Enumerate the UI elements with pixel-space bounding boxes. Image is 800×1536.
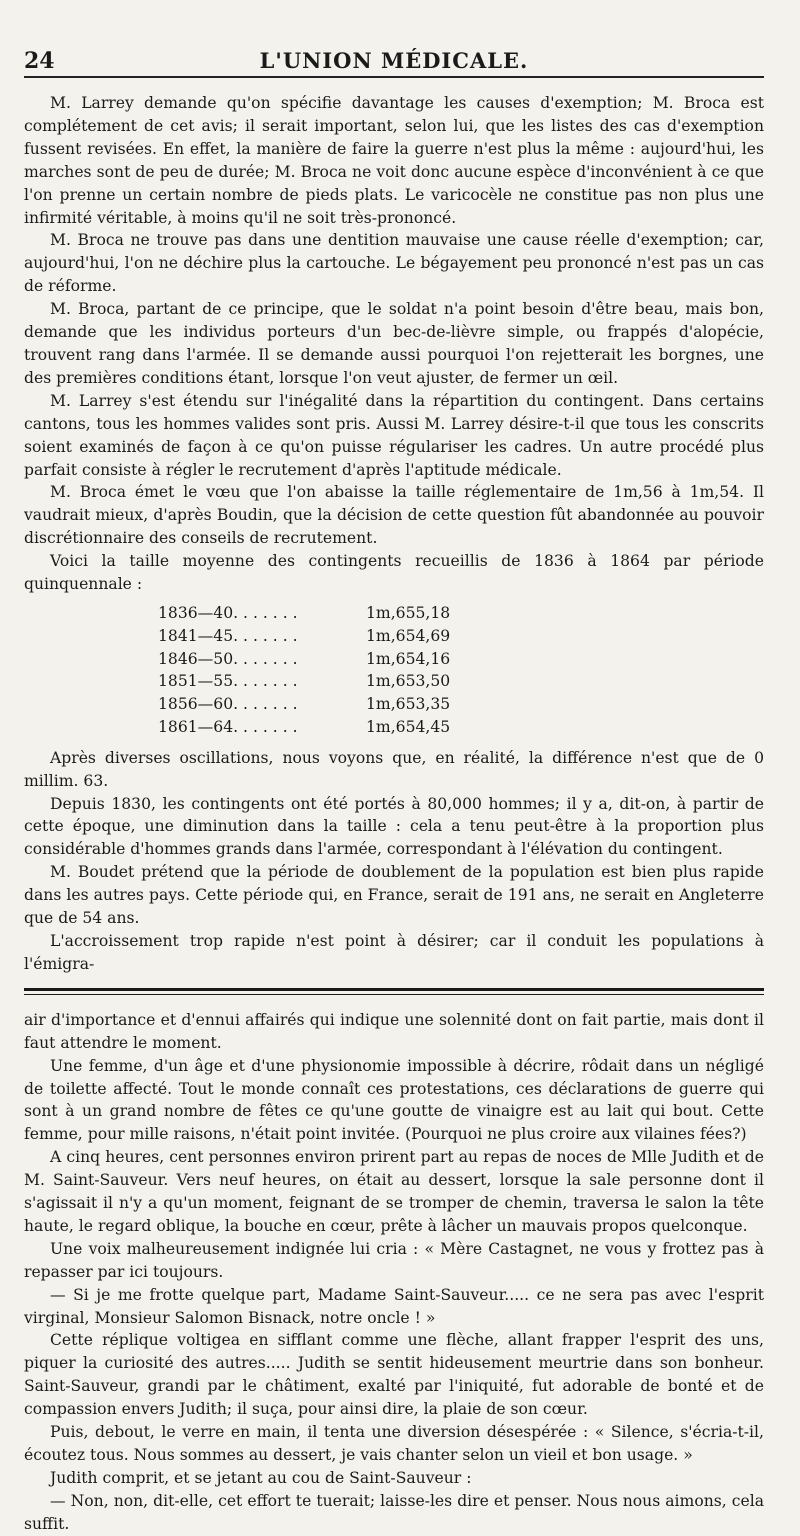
height-table-row bbox=[158, 693, 764, 716]
period-cell: 1836—40. . . . . . . bbox=[158, 603, 298, 622]
height-table-row bbox=[158, 625, 764, 648]
paragraph: M. Broca émet le vœu que l'on abaisse la taille réglementaire de 1m,56 à 1m,54. Il vaudrait mieux, d'après Boudin, que la décision de cette question fût abandonnée au pouvoir discrétionnaire des conseils de recrutement. bbox=[24, 483, 764, 548]
paragraph: M. Boudet prétend que la période de doublement de la population est bien plus rapide dans les autres pays. Cette période qui, en France, serait de 191 ans, ne serait en Angleterre que de 54 ans. bbox=[24, 863, 764, 928]
paragraph: A cinq heures, cent personnes environ prirent part au repas de noces de Mlle Judith et de M. Saint-Sauveur. Vers neuf heures, on était au dessert, lorsque la sale personne dont il s'agissait il n'y a qu'un moment, feignant de se tromper de chemin, traversa le salon la tête haute, le regard oblique, la bouche en cœur, prête à lâcher un mauvais propos quelconque. bbox=[24, 1148, 764, 1235]
paragraph: M. Larrey demande qu'on spécifie davantage les causes d'exemption; M. Broca est complétement de cet avis; il serait important, selon lui, que les listes des cas d'exemption fussent revisées. En effet, la manière de faire la guerre n'est plus la même : aujourd'hui, les marches sont de peu de durée; M. Broca ne voit donc aucune espèce d'inconvénient à ce que l'on prenne un certain nombre de pieds plats. Le varicocèle ne constitue pas non plus une infirmité véritable, à moins qu'il ne soit très-prononcé. bbox=[24, 94, 764, 227]
height-cell: 1m,653,35 bbox=[366, 695, 451, 714]
feuilleton-body bbox=[24, 1009, 764, 1536]
period-cell: 1846—50. . . . . . . bbox=[158, 649, 298, 668]
paragraph: — Si je me frotte quelque part, Madame Saint-Sauveur..... ce ne sera pas avec l'esprit virginal, Monsieur Salomon Bisnack, notre oncle ! » bbox=[24, 1285, 764, 1327]
paragraph: — Non, non, dit-elle, cet effort te tuerait; laisse-les dire et penser. Nous nous aimons, cela suffit. bbox=[24, 1491, 764, 1533]
paragraph: M. Larrey s'est étendu sur l'inégalité dans la répartition du contingent. Dans certains cantons, tous les hommes valides sont pris. Aussi M. Larrey désire-t-il que tous les conscrits soient examinés de façon à ce qu'on puisse régulariser les cadres. Un autre procédé plus parfait consiste à régler le recrutement d'après l'aptitude médicale. bbox=[24, 391, 764, 479]
height-cell: 1m,654,16 bbox=[366, 649, 451, 668]
height-table-row bbox=[158, 716, 764, 739]
paragraph: Une femme, d'un âge et d'une physionomie impossible à décrire, rôdait dans un négligé de toilette affecté. Tout le monde connaît ces protestations, ces déclarations de guerre qui sont à un grand nombre de fêtes ce qu'une goutte de vinaigre est au lait qui bout. Cette femme, pour mille raisons, n'était point invitée. (Pourquoi ne plus croire aux vilaines fées?) bbox=[24, 1056, 764, 1144]
height-cell: 1m,653,50 bbox=[366, 672, 451, 691]
feuilleton-separator bbox=[24, 988, 764, 995]
article-body bbox=[24, 92, 764, 976]
period-cell: 1851—55. . . . . . . bbox=[158, 672, 298, 691]
paragraph: Cette réplique voltigea en sifflant comme une flèche, allant frapper l'esprit des uns, piquer la curiosité des autres..... Judith se sentit hideusement meurtrie dans son bonheur. Saint-Sauveur, grandi par le châtiment, exalté par l'iniquité, fut adorable de bonté et de compassion envers Judith; il suça, pour ainsi dire, la plaie de son cœur. bbox=[24, 1331, 764, 1419]
height-cell: 1m,654,45 bbox=[366, 717, 451, 736]
paragraph: Depuis 1830, les contingents ont été portés à 80,000 hommes; il y a, dit-on, à partir de cette époque, une diminution dans la taille : cela a tenu peut-être à la proportion plus considérable d'hommes grands dans l'armée, correspondant à l'élévation du contingent. bbox=[24, 794, 764, 859]
height-table-row bbox=[158, 648, 764, 671]
height-cell: 1m,654,69 bbox=[366, 626, 451, 645]
height-table bbox=[158, 602, 764, 739]
page-header bbox=[24, 42, 764, 78]
period-cell: 1861—64. . . . . . . bbox=[158, 717, 298, 736]
height-table-row bbox=[158, 670, 764, 693]
height-cell: 1m,655,18 bbox=[366, 603, 451, 622]
paragraph: L'accroissement trop rapide n'est point à désirer; car il conduit les populations à l'émigra- bbox=[24, 931, 764, 973]
paragraph: air d'importance et d'ennui affairés qui indique une solennité dont on fait partie, mais dont il faut attendre le moment. bbox=[24, 1010, 764, 1052]
height-table-row bbox=[158, 602, 764, 625]
period-cell: 1841—45. . . . . . . bbox=[158, 626, 298, 645]
paragraph: Puis, debout, le verre en main, il tenta une diversion désespérée : « Silence, s'écria-t-il, écoutez tous. Nous sommes au dessert, je vais chanter selon un vieil et bon usage. » bbox=[24, 1423, 764, 1464]
paragraph: Une voix malheureusement indignée lui cria : « Mère Castagnet, ne vous y frottez pas à repasser par ici toujours. bbox=[24, 1239, 764, 1281]
paragraph: Voici la taille moyenne des contingents recueillis de 1836 à 1864 par période quinquennale : bbox=[24, 552, 764, 594]
paragraph: Après diverses oscillations, nous voyons que, en réalité, la différence n'est que de 0 millim. 63. bbox=[24, 748, 764, 790]
page-number: 24 bbox=[24, 48, 55, 74]
paragraph: M. Broca, partant de ce principe, que le soldat n'a point besoin d'être beau, mais bon, demande que les individus porteurs d'un bec-de-lièvre simple, ou frappés d'alopécie, trouvent rang dans l'armée. Il se demande aussi pourquoi l'on rejetterait les borgnes, une des premières conditions étant, lorsque l'on veut ajuster, de fermer un œil. bbox=[24, 300, 764, 387]
paragraph: M. Broca ne trouve pas dans une dentition mauvaise une cause réelle d'exemption; car, aujourd'hui, l'on ne déchire plus la cartouche. Le bégayement peu prononcé n'est pas un cas de réforme. bbox=[24, 231, 764, 296]
journal-title: L'UNION MÉDICALE. bbox=[259, 48, 529, 73]
period-cell: 1856—60. . . . . . . bbox=[158, 695, 298, 714]
paragraph: Judith comprit, et se jetant au cou de Saint-Sauveur : bbox=[50, 1468, 472, 1487]
